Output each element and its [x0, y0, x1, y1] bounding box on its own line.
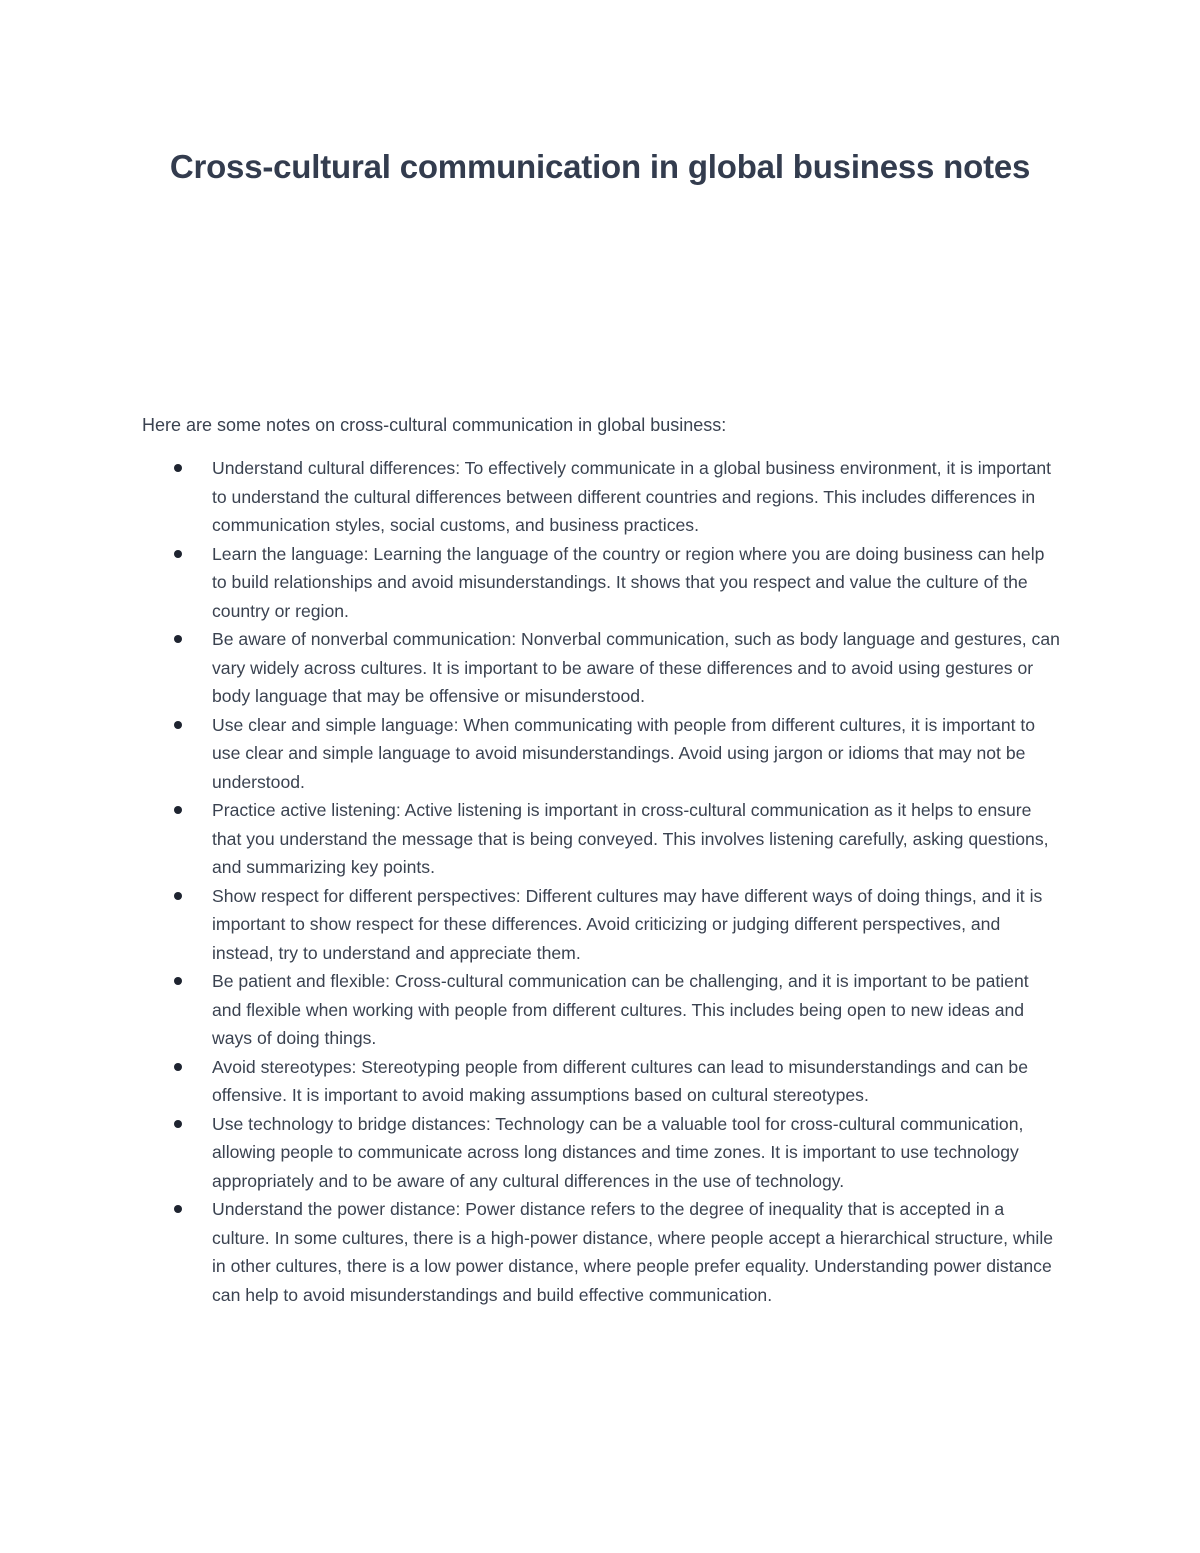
list-item-text: Be aware of nonverbal communication: Nonverbal communication, such as body language and gestures, can vary widely across cultures. It is important to be aware of these differences and to avoid using gestures or body language that may be offensive or misunderstood.	[212, 629, 1060, 706]
list-item-text: Practice active listening: Active listening is important in cross-cultural communication as it helps to ensure that you understand the message that is being conveyed. This involves listening carefully, asking questions, and summarizing key points.	[212, 800, 1049, 877]
bullet-icon	[174, 1205, 182, 1213]
list-item	[142, 882, 1062, 968]
list-item	[142, 967, 1062, 1053]
page-title: Cross-cultural communication in global business notes	[169, 148, 1031, 185]
list-item	[142, 454, 1062, 540]
list-item-text: Understand the power distance: Power distance refers to the degree of inequality that is accepted in a culture. In some cultures, there is a high-power distance, where people accept a hierarchical structure, while in other cultures, there is a low power distance, where people prefer equality. Understanding power distance can help to avoid misunderstandings and build effective communication.	[212, 1199, 1054, 1305]
bullet-icon	[174, 721, 182, 729]
list-item-text: Use technology to bridge distances: Technology can be a valuable tool for cross-cultural communication, allowing people to communicate across long distances and time zones. It is important to use technology appropriately and to be aware of any cultural differences in the use of technology.	[212, 1113, 1024, 1191]
list-item	[142, 1110, 1062, 1196]
bullet-icon	[174, 464, 182, 472]
intro-paragraph: Here are some notes on cross-cultural communication in global business:	[142, 415, 727, 435]
notes-list	[142, 454, 1062, 1309]
list-item-text: Avoid stereotypes: Stereotyping people from different cultures can lead to misunderstandings and can be offensive. It is important to avoid making assumptions based on cultural stereotypes.	[212, 1056, 1029, 1105]
list-item	[142, 1195, 1062, 1309]
list-item-text: Learn the language: Learning the language of the country or region where you are doing business can help to build relationships and avoid misunderstandings. It shows that you respect and value the culture of the country or region.	[212, 543, 1045, 621]
list-item-text: Show respect for different perspectives: Different cultures may have different ways of doing things, and it is important to show respect for these differences. Avoid criticizing or judging different perspectives, and instead, try to understand and appreciate them.	[212, 885, 1043, 963]
bullet-icon	[174, 806, 182, 814]
list-item-text: Be patient and flexible: Cross-cultural communication can be challenging, and it is important to be patient and flexible when working with people from different cultures. This includes being open to new ideas and ways of doing things.	[212, 971, 1029, 1048]
bullet-icon	[174, 977, 182, 985]
list-item	[142, 540, 1062, 626]
bullet-icon	[174, 635, 182, 643]
list-item-text: Understand cultural differences: To effectively communicate in a global business environment, it is important to understand the cultural differences between different countries and regions. This includes differences in communication styles, social customs, and business practices.	[212, 458, 1052, 535]
list-item	[142, 711, 1062, 797]
list-item	[142, 796, 1062, 882]
bullet-icon	[174, 550, 182, 558]
list-item	[142, 1053, 1062, 1110]
list-item	[142, 625, 1062, 711]
bullet-icon	[174, 892, 182, 900]
list-item-text: Use clear and simple language: When communicating with people from different cultures, it is important to use clear and simple language to avoid misunderstandings. Avoid using jargon or idioms that may not be understood.	[212, 714, 1036, 792]
bullet-icon	[174, 1063, 182, 1071]
bullet-icon	[174, 1120, 182, 1128]
